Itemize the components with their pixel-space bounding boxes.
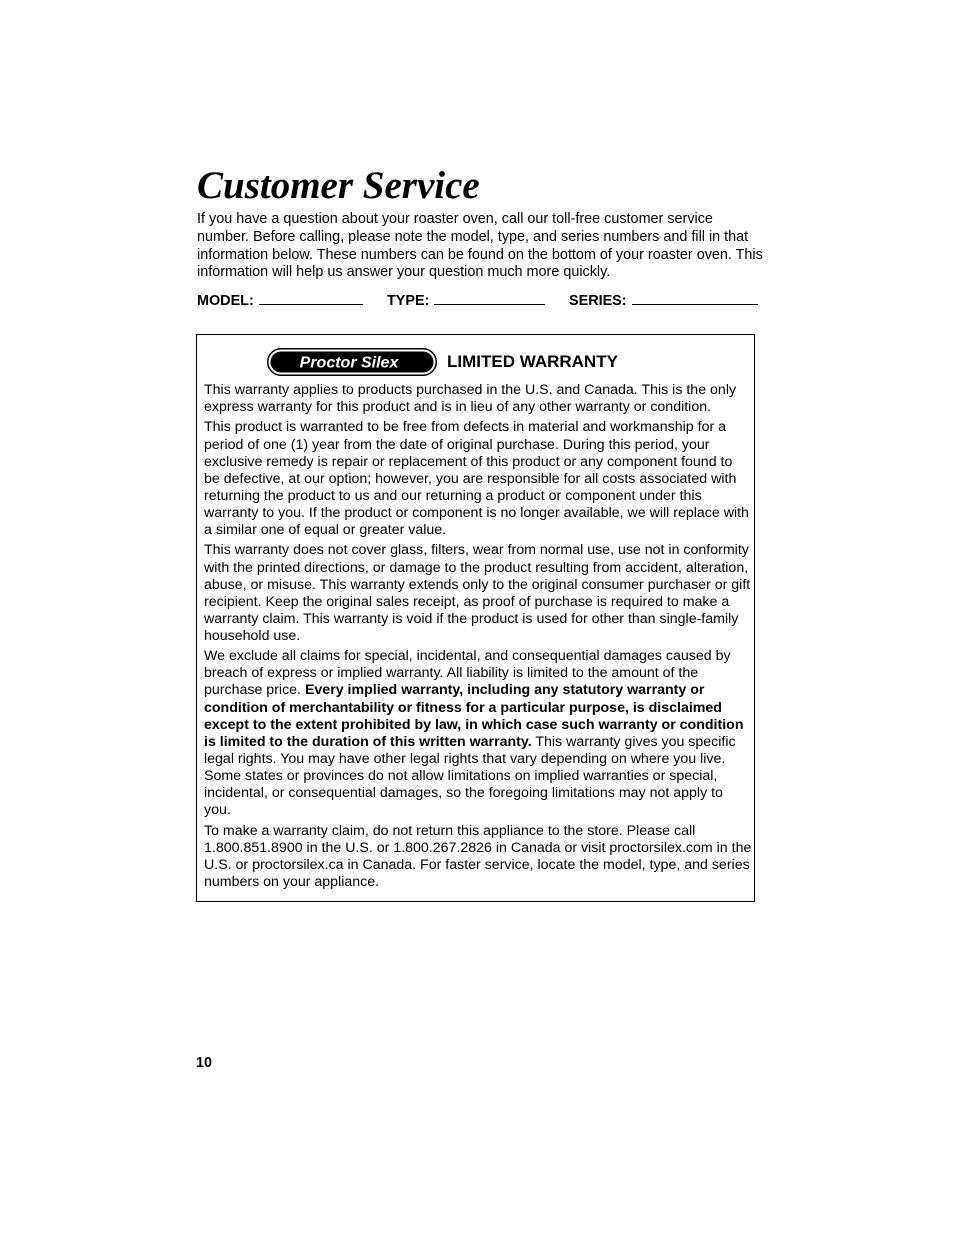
type-blank-line [434,291,545,305]
limitations-text-start: We exclude all claims for special, incidental, and consequential damages caused by breach of express or implied warranty. All liability is limited to the amount of the purchase price. [204,648,731,699]
logo-wordmark: Proctor Silex [299,354,399,372]
proctor-silex-logo [267,348,437,376]
series-blank-line [632,291,758,305]
page-number: 10 [196,1055,213,1071]
warranty-paragraph-limitations [204,648,752,819]
type-field [387,291,545,309]
model-field [197,291,363,309]
limited-warranty-box [196,334,755,902]
limitations-text-end: This warranty gives you specific legal rights. You may have other legal rights that vary depending on where you live. Some states or provinces do not allow limitations on implied warranties or special, incidental, or consequential damages, so the foregoing limitations may not apply to you. [204,733,736,819]
warranty-paragraph-exclusions: This warranty does not cover glass, filters, wear from normal use, use not in conformity with the printed directions, or damage to the product resulting from accident, alteration, abuse, or misuse. This warranty extends only to the original consumer purchaser or gift recipient. Keep the original sales receipt, as proof of purchase is required to make a warranty claim. This warranty is void if the product is used for other than single-family household use. [204,542,751,644]
warranty-text [204,382,752,894]
page-title: Customer Service [197,164,480,207]
series-label: SERIES: [569,293,627,309]
warranty-paragraph-scope: This warranty applies to products purchased in the U.S. and Canada. This is the only express warranty for this product and is in lieu of any other warranty or condition. [204,382,737,416]
model-blank-line [259,291,363,305]
warranty-title: LIMITED WARRANTY [447,352,618,371]
model-label: MODEL: [197,293,254,309]
warranty-paragraph-claims: To make a warranty claim, do not return this appliance to the store. Please call 1.800.851.8900 in the U.S. or 1.800.267.2826 in Canada or visit proctorsilex.com in the U.S. or proctorsilex.ca in Canada. For faster service, locate the model, type, and series numbers on your appliance. [204,822,752,890]
type-label: TYPE: [387,293,430,309]
product-info-fields [197,291,767,311]
intro-paragraph: If you have a question about your roaster oven, call our toll-free customer service number. Before calling, please note the model, type, and series numbers and fill in that information below. These numbers can be found on the bottom of your roaster oven. This information will help us answer your question much more quickly. [197,211,763,281]
implied-warranty-disclaimer: Every implied warranty, including any statutory warranty or condition of merchantability or fitness for a particular purpose, is disclaimed except to the extent prohibited by law, in which case such warranty or condition is limited to the duration of this written warranty. [204,682,744,750]
warranty-paragraph-coverage: This product is warranted to be free from defects in material and workmanship for a period of one (1) year from the date of original purchase. During this period, your exclusive remedy is repair or replacement of this product or any component found to be defective, at our option; however, you are responsible for all costs associated with returning the product to us and our returning a product or component under this warranty to you. If the product or component is no longer available, we will replace with a similar one of equal or greater value. [204,419,749,539]
warranty-header [267,347,618,377]
series-field [569,291,758,309]
